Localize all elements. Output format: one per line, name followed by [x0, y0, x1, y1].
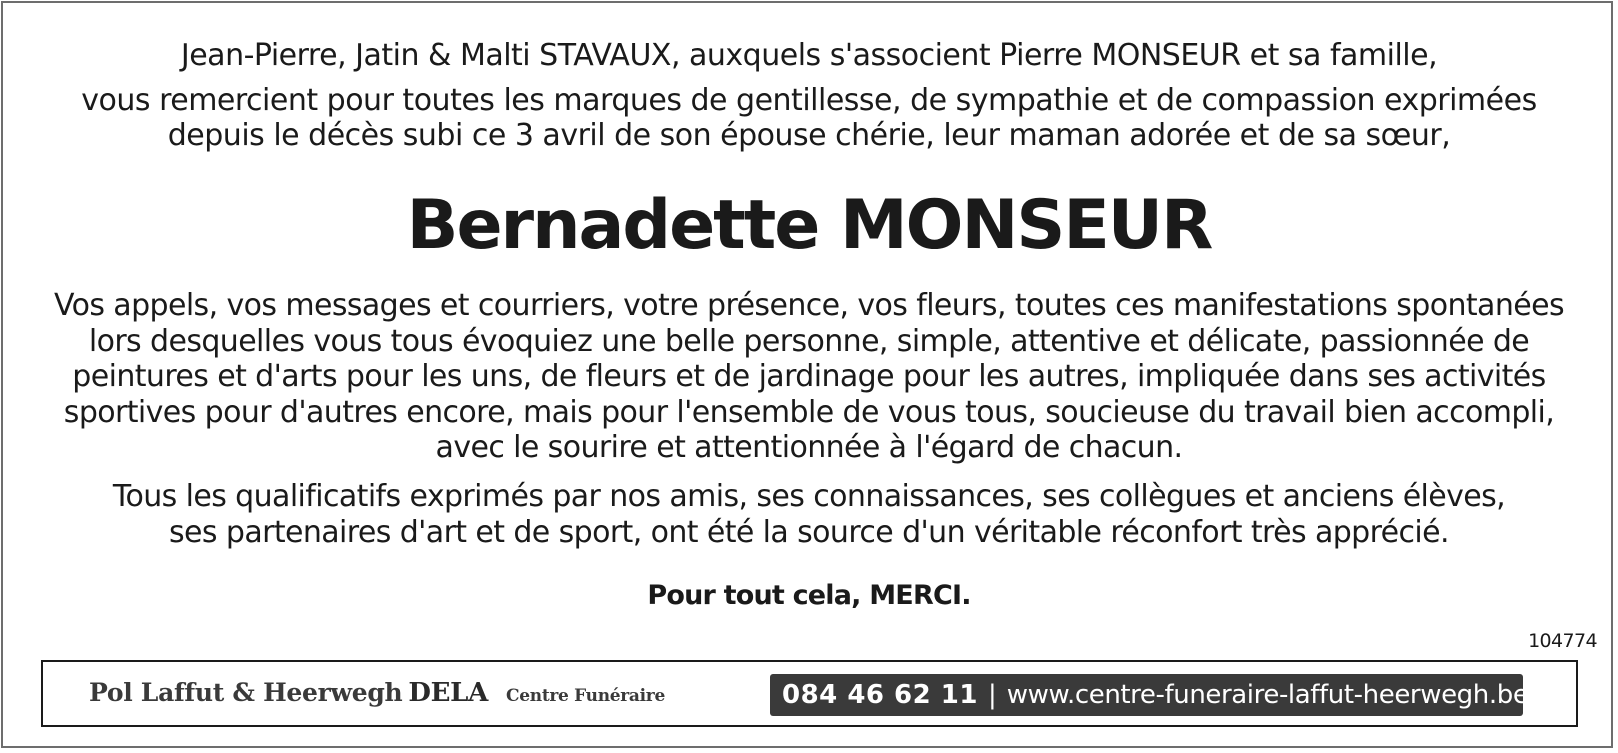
- deceased-name: Bernadette MONSEUR: [406, 186, 1212, 265]
- phone-number[interactable]: 084 46 62 11: [782, 680, 978, 710]
- intro-line-3: depuis le décès subi ce 3 avril de son épouse chérie, leur maman adorée et de sa sœur,: [167, 118, 1451, 153]
- paragraph-2-line: Tous les qualificatifs exprimés par nos amis, ses connaissances, ses collègues et anciens élèves,: [112, 479, 1506, 514]
- funeral-home-banner: [41, 660, 1578, 727]
- paragraph-1-line: lors desquelles vous tous évoquiez une belle personne, simple, attentive et délicate, passionnée de: [88, 323, 1530, 359]
- paragraph-2-line: ses partenaires d'art et de sport, ont été la source d'un véritable réconfort très apprécié.: [169, 514, 1449, 550]
- paragraph-1-line: Vos appels, vos messages et courriers, votre présence, vos fleurs, toutes ces manifestations spontanées: [53, 288, 1564, 323]
- intro-line-1: Jean-Pierre, Jatin & Malti STAVAUX, auxquels s'associent Pierre MONSEUR et sa famille,: [180, 38, 1438, 73]
- website-link[interactable]: www.centre-funeraire-laffut-heerwegh.be: [1006, 680, 1529, 710]
- paragraph-1-line: avec le sourire et attentionnée à l'égard de chacun.: [435, 430, 1183, 465]
- paragraph-1: [20, 288, 1598, 466]
- contact-separator: |: [987, 680, 997, 710]
- closing-text: Pour tout cela, MERCI.: [647, 580, 971, 611]
- reference-number: 104774: [1528, 630, 1597, 652]
- paragraph-1-line: sportives pour d'autres encore, mais pour l'ensemble de vous tous, soucieuse du travail bien accompli,: [63, 394, 1555, 430]
- brand-subtitle: Centre Funéraire: [506, 686, 665, 706]
- contact-bar: [770, 674, 1529, 716]
- paragraph-1-line: peintures et d'arts pour les uns, de fleurs et de jardinage pour les autres, impliquée dans ses activités: [72, 359, 1546, 394]
- paragraph-2: [20, 479, 1598, 550]
- intro-line-2: vous remercient pour toutes les marques de gentillesse, de sympathie et de compassion exprimées: [81, 83, 1537, 118]
- brand-name: Pol Laffut & Heerwegh: [89, 678, 403, 707]
- brand-mark: DELA: [408, 678, 489, 708]
- funeral-home-logo: [89, 678, 665, 708]
